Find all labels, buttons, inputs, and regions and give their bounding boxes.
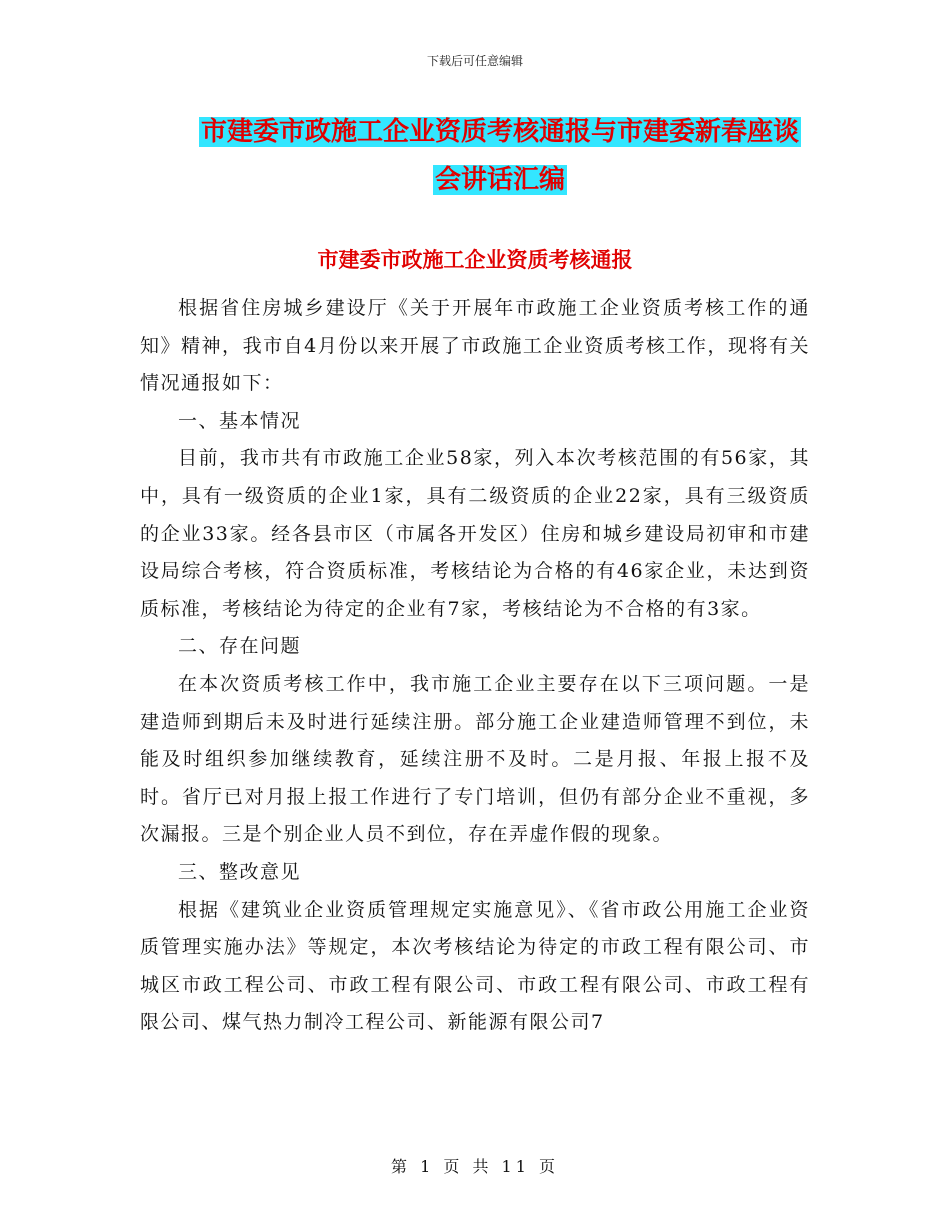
paragraph-existing-problems: 在本次资质考核工作中，我市施工企业主要存在以下三项问题。一是建造师到期后未及时进行延续注册。部分施工企业建造师管理不到位，未能及时组织参加继续教育，延续注册不及时。二是月报、年报上报不及时。省厅已对月报上报工作进行了专门培训，但仍有部分企业不重视，多次漏报。三是个别企业人员不到位，存在弄虚作假的现象。: [140, 672, 810, 846]
document-title-line1: 市建委市政施工企业资质考核通报与市建委新春座谈: [200, 117, 799, 147]
paragraph-intro: 根据省住房城乡建设厅《关于开展年市政施工企业资质考核工作的通知》精神，我市自4月份以来开展了市政施工企业资质考核工作，现将有关情况通报如下：: [140, 297, 810, 395]
document-title-line2: 会讲话汇编: [434, 165, 565, 195]
section-title: 市建委市政施工企业资质考核通报: [317, 248, 633, 272]
heading-existing-problems: 二、存在问题: [178, 635, 302, 658]
document-body: [140, 290, 810, 1042]
heading-basic-situation: 一、基本情况: [178, 409, 302, 432]
page-footer: 第 1 页 共 11 页: [391, 1157, 559, 1176]
paragraph-basic-situation: 目前，我市共有市政施工企业58家，列入本次考核范围的有56家，其中，具有一级资质的企业1家，具有二级资质的企业22家，具有三级资质的企业33家。经各县市区（市属各开发区）住房和城乡建设局初审和市建设局综合考核，符合资质标准，考核结论为合格的有46家企业，未达到资质标准，考核结论为待定的企业有7家，考核结论为不合格的有3家。: [140, 447, 810, 620]
paragraph-rectification: 根据《建筑业企业资质管理规定实施意见》、《省市政公用施工企业资质管理实施办法》等规定，本次考核结论为待定的市政工程有限公司、市城区市政工程公司、市政工程有限公司、市政工程有限公司、市政工程有限公司、煤气热力制冷工程公司、新能源有限公司7: [140, 898, 810, 1034]
heading-rectification: 三、整改意见: [178, 860, 302, 883]
header-note: 下载后可任意编辑: [426, 54, 523, 68]
document-title: [140, 108, 860, 204]
